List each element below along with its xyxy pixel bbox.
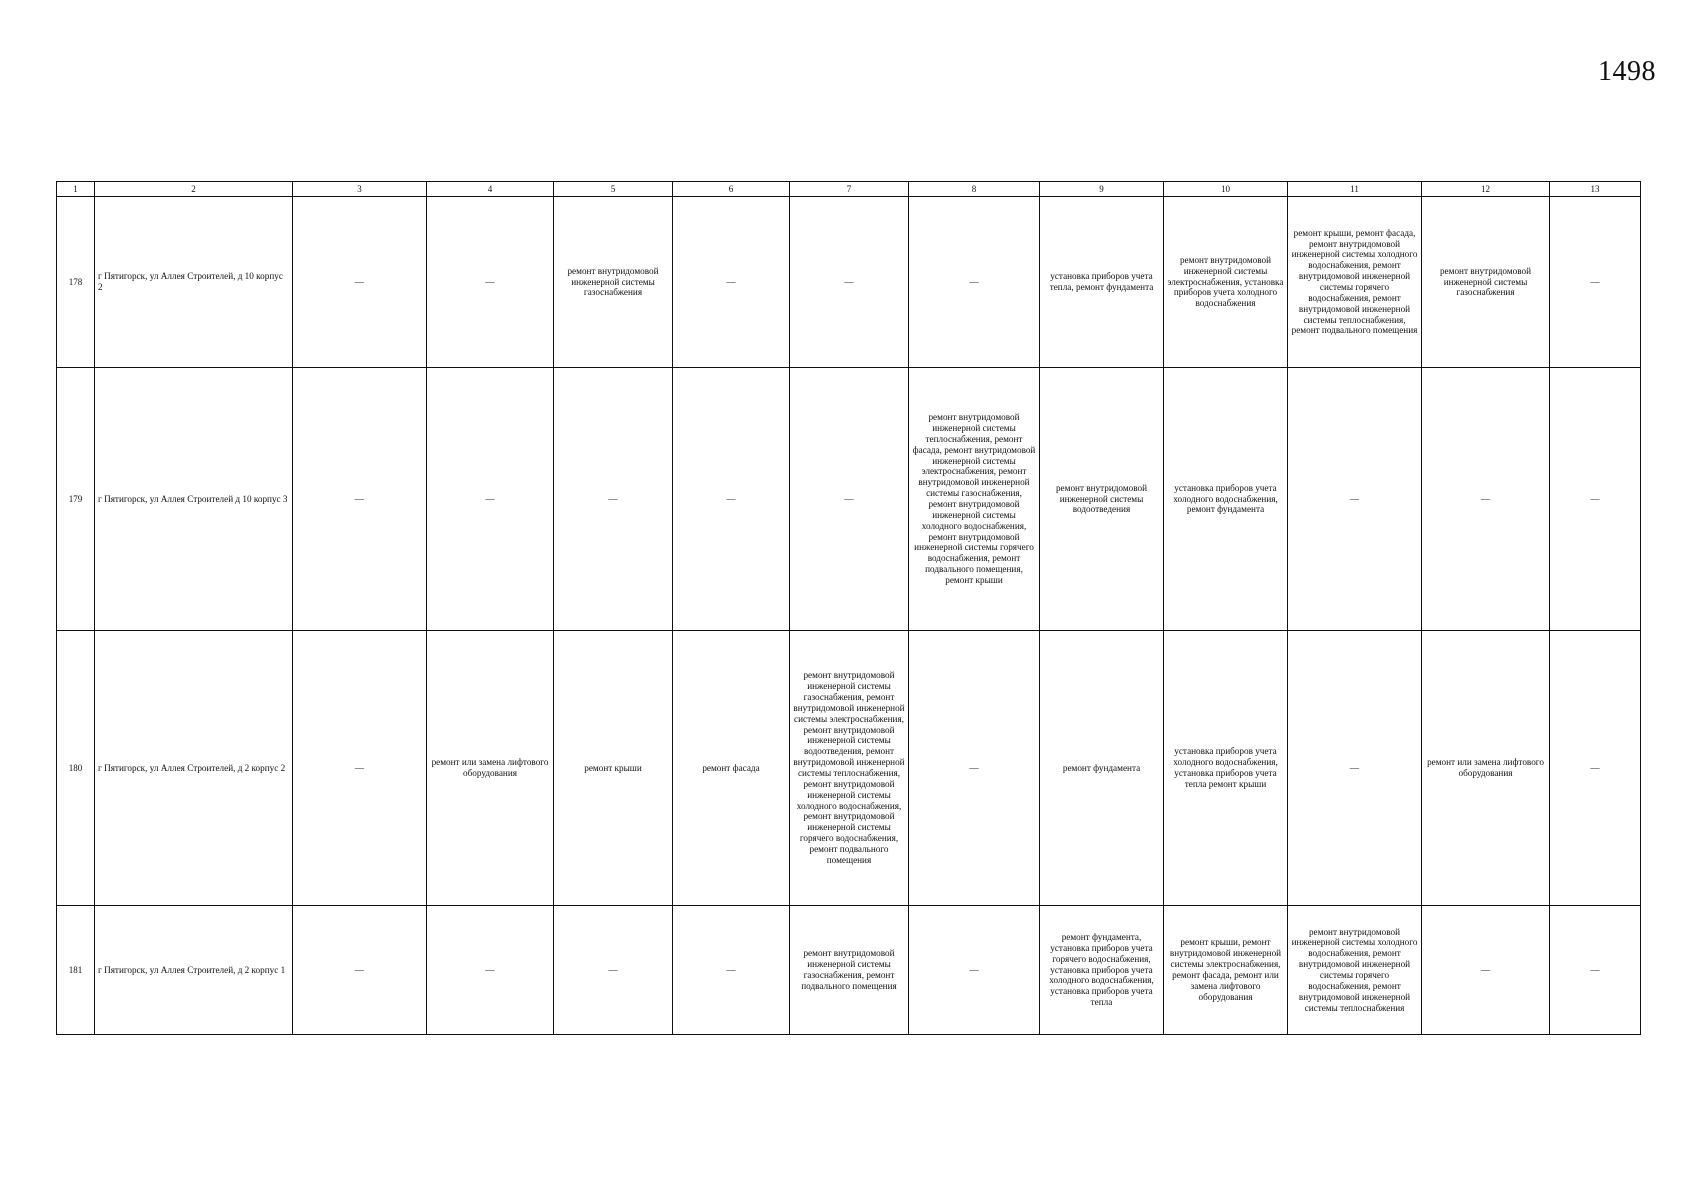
cell-c7: — [790, 197, 909, 368]
cell-c4: ремонт или замена лифтового оборудования [427, 631, 554, 906]
column-header: 3 [293, 182, 427, 197]
cell-c5: ремонт крыши [554, 631, 673, 906]
cell-c10: установка приборов учета холодного водоснабжения, ремонт фундамента [1164, 368, 1288, 631]
cell-c8: — [909, 197, 1040, 368]
cell-c12: — [1422, 368, 1550, 631]
table-row [57, 631, 1641, 906]
table-row [57, 906, 1641, 1035]
column-header: 4 [427, 182, 554, 197]
address-cell: г Пятигорск, ул Аллея Строителей, д 2 корпус 1 [95, 906, 293, 1035]
header-row [57, 182, 1641, 197]
cell-c7: ремонт внутридомовой инженерной системы газоснабжения, ремонт подвального помещения [790, 906, 909, 1035]
cell-c6: — [673, 906, 790, 1035]
cell-c11: ремонт внутридомовой инженерной системы холодного водоснабжения, ремонт внутридомовой инженерной системы горячего водоснабжения, ремонт внутридомовой инженерной системы теплоснабжения [1288, 906, 1422, 1035]
cell-c8: — [909, 631, 1040, 906]
column-header: 1 [57, 182, 95, 197]
cell-c9: ремонт фундамента [1040, 631, 1164, 906]
table-row [57, 368, 1641, 631]
cell-c12: ремонт или замена лифтового оборудования [1422, 631, 1550, 906]
cell-c8: — [909, 906, 1040, 1035]
column-header: 13 [1550, 182, 1641, 197]
column-header: 2 [95, 182, 293, 197]
cell-c7: — [790, 368, 909, 631]
column-header: 9 [1040, 182, 1164, 197]
cell-c3: — [293, 906, 427, 1035]
cell-c13: — [1550, 631, 1641, 906]
cell-c12: — [1422, 906, 1550, 1035]
page-number: 1498 [1598, 56, 1656, 87]
address-cell: г Пятигорск, ул Аллея Строителей, д 10 корпус 2 [95, 197, 293, 368]
row-number: 181 [57, 906, 95, 1035]
cell-c4: — [427, 368, 554, 631]
cell-c10: установка приборов учета холодного водоснабжения, установка приборов учета тепла ремонт крыши [1164, 631, 1288, 906]
column-header: 6 [673, 182, 790, 197]
column-header: 7 [790, 182, 909, 197]
cell-c11: ремонт крыши, ремонт фасада, ремонт внутридомовой инженерной системы холодного водоснабжения, ремонт внутридомовой инженерной системы горячего водоснабжения, ремонт внутридомовой инженерной системы теплоснабжения, ремонт подвального помещения [1288, 197, 1422, 368]
cell-c6: ремонт фасада [673, 631, 790, 906]
column-header: 5 [554, 182, 673, 197]
cell-c9: ремонт внутридомовой инженерной системы водоотведения [1040, 368, 1164, 631]
row-number: 178 [57, 197, 95, 368]
cell-c4: — [427, 906, 554, 1035]
column-header: 8 [909, 182, 1040, 197]
cell-c7: ремонт внутридомовой инженерной системы газоснабжения, ремонт внутридомовой инженерной системы электроснабжения, ремонт внутридомовой инженерной системы водоотведения, ремонт внутридомовой инженерной системы теплоснабжения, ремонт внутридомовой инженерной системы холодного водоснабжения, ремонт внутридомовой инженерной системы горячего водоснабжения, ремонт подвального помещения [790, 631, 909, 906]
cell-c6: — [673, 197, 790, 368]
cell-c12: ремонт внутридомовой инженерной системы газоснабжения [1422, 197, 1550, 368]
cell-c4: — [427, 197, 554, 368]
cell-c13: — [1550, 906, 1641, 1035]
cell-c6: — [673, 368, 790, 631]
cell-c11: — [1288, 631, 1422, 906]
cell-c3: — [293, 368, 427, 631]
row-number: 180 [57, 631, 95, 906]
cell-c9: ремонт фундамента, установка приборов учета горячего водоснабжения, установка приборов учета холодного водоснабжения, установка приборов учета тепла [1040, 906, 1164, 1035]
column-header: 11 [1288, 182, 1422, 197]
cell-c3: — [293, 197, 427, 368]
cell-c8: ремонт внутридомовой инженерной системы теплоснабжения, ремонт фасада, ремонт внутридомовой инженерной системы электроснабжения, ремонт внутридомовой инженерной системы газоснабжения, ремонт внутридомовой инженерной системы холодного водоснабжения, ремонт внутридомовой инженерной системы горячего водоснабжения, ремонт подвального помещения, ремонт крыши [909, 368, 1040, 631]
cell-c5: — [554, 906, 673, 1035]
cell-c9: установка приборов учета тепла, ремонт фундамента [1040, 197, 1164, 368]
address-cell: г Пятигорск, ул Аллея Строителей д 10 корпус 3 [95, 368, 293, 631]
column-header: 12 [1422, 182, 1550, 197]
cell-c3: — [293, 631, 427, 906]
cell-c5: ремонт внутридомовой инженерной системы газоснабжения [554, 197, 673, 368]
cell-c10: ремонт внутридомовой инженерной системы электроснабжения, установка приборов учета холодного водоснабжения [1164, 197, 1288, 368]
column-header: 10 [1164, 182, 1288, 197]
works-table [56, 181, 1641, 1035]
table-row [57, 197, 1641, 368]
cell-c11: — [1288, 368, 1422, 631]
address-cell: г Пятигорск, ул Аллея Строителей, д 2 корпус 2 [95, 631, 293, 906]
cell-c13: — [1550, 368, 1641, 631]
cell-c5: — [554, 368, 673, 631]
row-number: 179 [57, 368, 95, 631]
cell-c13: — [1550, 197, 1641, 368]
cell-c10: ремонт крыши, ремонт внутридомовой инженерной системы электроснабжения, ремонт фасада, ремонт или замена лифтового оборудования [1164, 906, 1288, 1035]
